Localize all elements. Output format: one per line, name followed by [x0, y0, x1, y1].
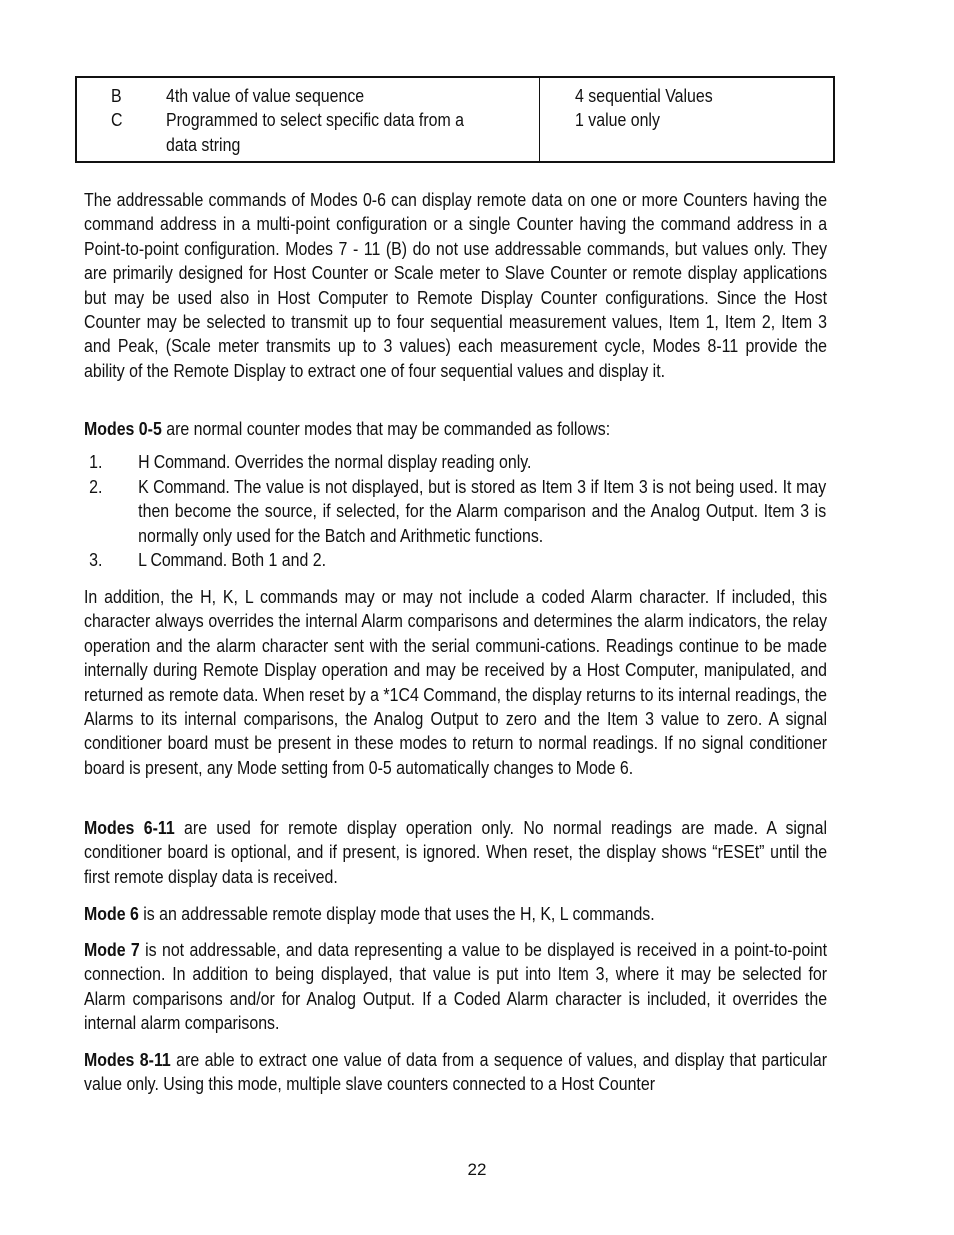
table-value: 4 sequential Values — [575, 85, 713, 106]
list-number: 2. — [89, 476, 103, 497]
modes-8-11-text: are able to extract one value of data from a sequence of values, and display that particular value only. Using this mode, multiple slave counters connected to a Host Counter — [84, 1049, 828, 1095]
paragraph-mode-6 — [84, 902, 827, 926]
table-description: Programmed to select specific data from a data string — [166, 109, 465, 155]
list-text: Overrides the normal display reading only. — [230, 451, 532, 472]
modes-0-5-text: are normal counter modes that may be commanded as follows: — [161, 418, 611, 439]
page-number: 22 — [467, 1160, 487, 1179]
h-command-label: H Command. — [138, 451, 231, 472]
table-value: 1 value only — [575, 109, 660, 131]
modes-8-11-label: Modes 8-11 — [84, 1049, 171, 1070]
table-description-column — [166, 84, 510, 157]
table-description: 4th value of value sequence — [166, 85, 365, 106]
mode-6-text: is an addressable remote display mode that uses the H, K, L commands. — [138, 903, 655, 924]
list-text: Both 1 and 2. — [226, 549, 327, 570]
list-number: 3. — [89, 549, 103, 570]
table-divider — [539, 78, 540, 161]
paragraph-modes-8-11 — [84, 1048, 827, 1097]
table-value-column — [575, 84, 833, 133]
k-command-label: K Command. — [138, 476, 230, 497]
table-letters-column — [111, 84, 123, 133]
table-letter: C — [111, 109, 123, 131]
mode-6-label: Mode 6 — [84, 903, 139, 924]
mode-7-label: Mode 7 — [84, 939, 140, 960]
mode-table — [75, 76, 835, 163]
modes-6-11-label: Modes 6-11 — [84, 817, 175, 838]
modes-6-11-text: are used for remote display operation only. No normal readings are made. A signal conditioner board is optional, and if present, is ignored. When reset, the display shows “rESEt” until the first remote display data is received. — [84, 817, 828, 887]
paragraph-modes-6-11 — [84, 816, 827, 889]
table-letter: B — [111, 85, 122, 106]
list-text: The value is not displayed, but is stored as Item 3 if Item 3 is not being used. It may then become the source, if selected, for the Alarm comparison and the Analog Output. Item 3 is normally only used for the Batch and Arithmetic functions. — [138, 476, 827, 546]
list-number: 1. — [89, 451, 103, 472]
paragraph-alarm-character: In addition, the H, K, L commands may or may not include a coded Alarm character. If included, this character always overrides the internal Alarm comparisons and determines the alarm indicators, the relay operation and the alarm character sent with the serial communi-cations. Readings continue to be made internally during Remote Display operation and may be received by a Host Computer, manipulated, and returned as remote data. When reset by a *1C4 Command, the display returns to its internal readings, the Alarms to its internal comparisons, the Analog Output to zero and the Item 3 value to zero. A signal conditioner board must be present in these modes to return to normal readings. If no signal conditioner board is present, any Mode setting from 0-5 automatically changes to Mode 6. — [84, 586, 828, 778]
modes-0-5-label: Modes 0-5 — [84, 418, 162, 439]
paragraph-addressable-commands: The addressable commands of Modes 0-6 can display remote data on one or more Counters having the command address in a multi-point configuration or a single Counter having the command address in a Point-to-point configuration. Modes 7 - 11 (B) do not use addressable commands, but values only. They are primarily designed for Host Counter or Scale meter to Slave Counter or remote display applications but may be used also in Host Computer to Remote Display Counter configurations. Since the Host Counter may be selected to transmit up to four sequential measurement values, Item 1, Item 2, Item 3 and Peak, (Scale meter transmits up to 3 values) each measurement cycle, Modes 8-11 provide the ability of the Remote Display to extract one of four sequential values and display it. — [84, 189, 828, 381]
paragraph-mode-7 — [84, 938, 827, 1036]
paragraph-modes-0-5 — [84, 417, 827, 441]
mode-7-text: is not addressable, and data representing a value to be displayed is received in a point-to-point connection. In addition to being displayed, that value is put into Item 3, where it may be selected for Alarm comparisons and/or for Analog Output. If a Coded Alarm character is included, it overrides the internal alarm comparisons. — [84, 939, 828, 1034]
l-command-label: L Command. — [138, 549, 227, 570]
